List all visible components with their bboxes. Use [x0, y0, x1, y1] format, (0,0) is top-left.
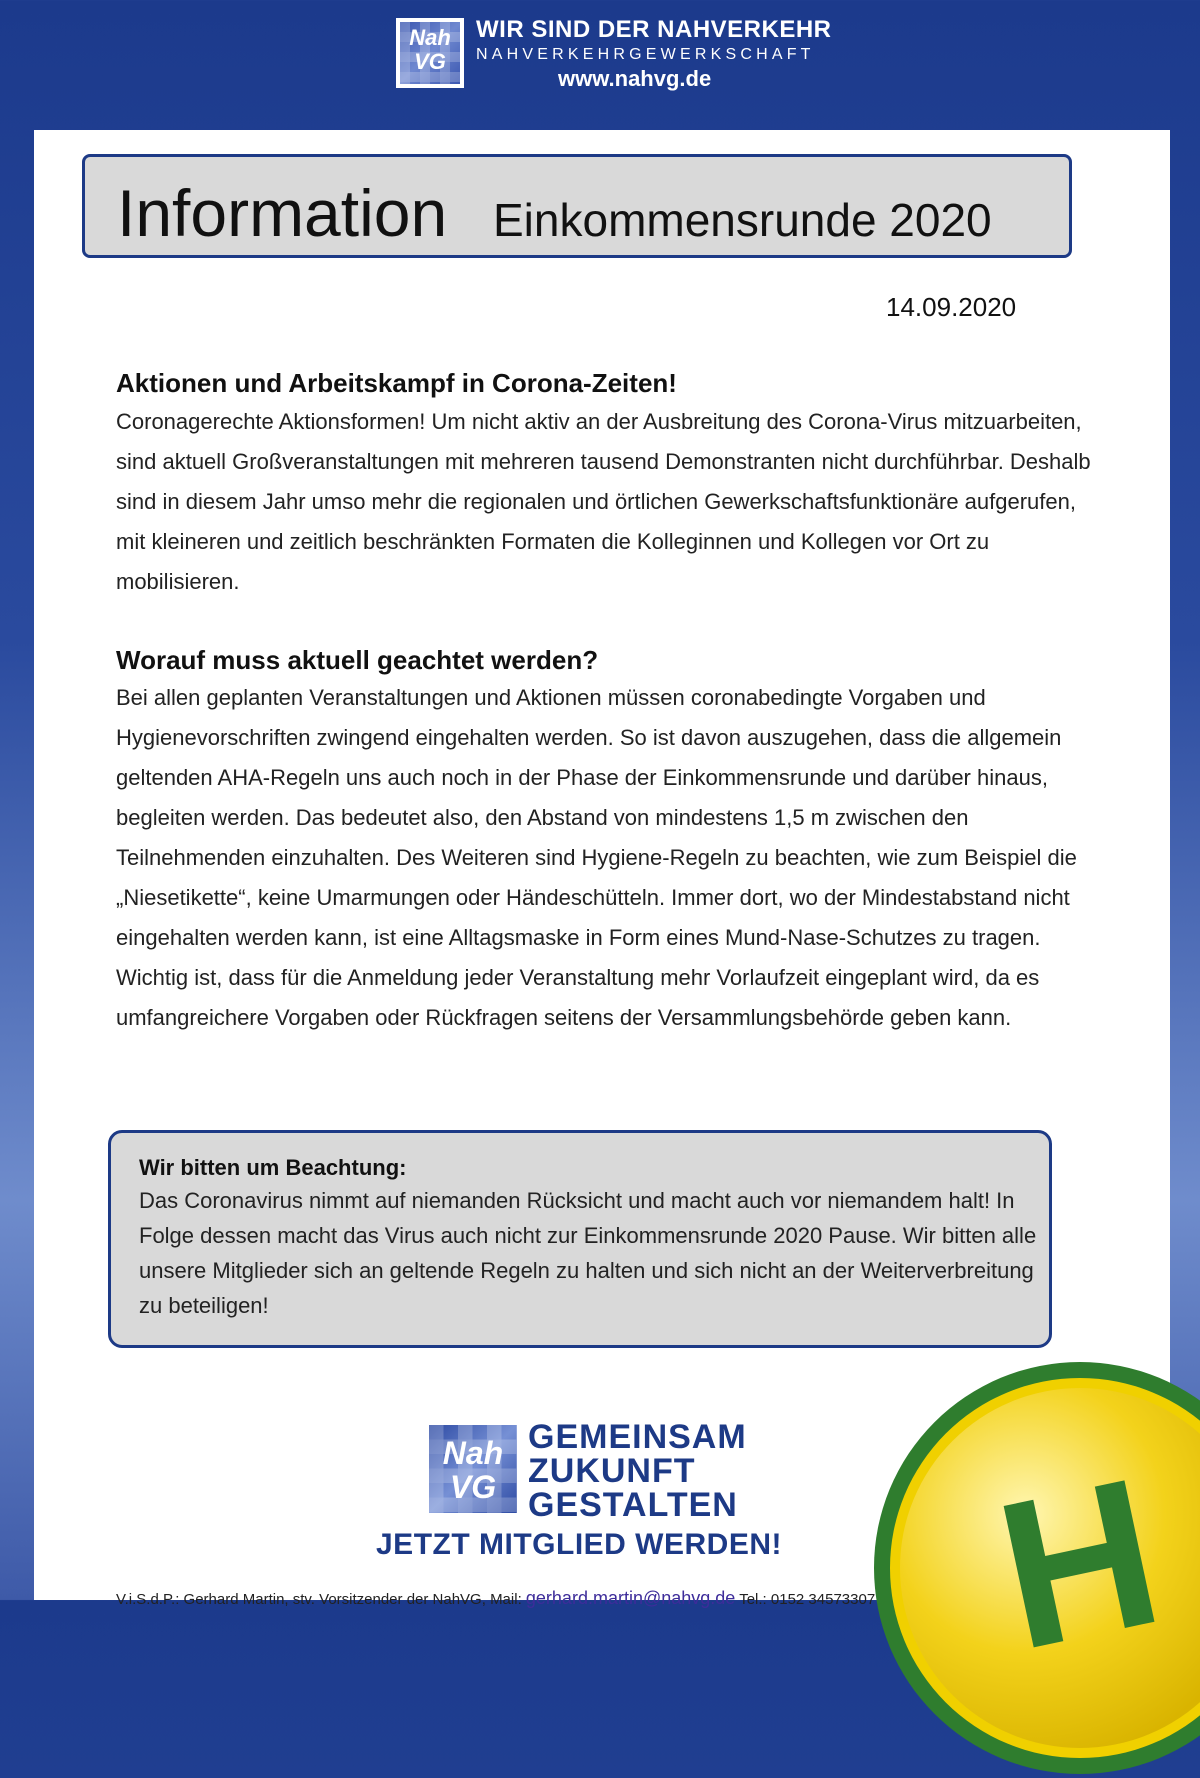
- imprint-prefix: V.i.S.d.P.: Gerhard Martin, stv. Vorsitzender der NahVG, Mail:: [116, 1591, 522, 1608]
- header-subtitle: NAHVERKEHRGEWERKSCHAFT: [476, 46, 815, 63]
- footer-logo: [426, 1422, 520, 1516]
- page-title: Information: [117, 176, 448, 250]
- footer-logo-text: Nah VG: [442, 1435, 504, 1505]
- header-title: WIR SIND DER NAHVERKEHR: [476, 16, 832, 43]
- section-body-actions: Coronagerechte Aktionsformen! Um nicht aktiv an der Ausbreitung des Corona-Virus mitzuarbeiten, sind aktuell Großveranstaltungen mit mehreren tausend Demonstranten nicht durchführbar. Deshalb sind in diesem Jahr umso mehr die regionalen und örtlichen Gewerkschaftsfunktionäre aufgerufen, mit kleineren und zeitlich beschränkten Formaten die Kolleginnen und Kollegen vor Ort zu mobilisieren.: [116, 409, 1091, 594]
- imprint: [116, 1588, 875, 1609]
- section-body-rules: Bei allen geplanten Veranstaltungen und Aktionen müssen coronabedingte Vorgaben und Hygienevorschriften zwingend eingehalten werden. So ist davon auszugehen, dass die allgemein geltenden AHA-Regeln uns auch noch in der Phase der Einkommensrunde und darüber hinaus, begleiten werden. Das bedeutet also, den Abstand von mindestens 1,5 m zwischen den Teilnehmenden einzuhalten. Des Weiteren sind Hygiene-Regeln zu beachten, wie zum Beispiel die „Niesetikette“, keine Umarmungen oder Händeschütteln. Immer dort, wo der Mindestabstand nicht eingehalten werden kann, ist eine Alltagsmaske in Form eines Mund-Nase-Schutzes zu tragen. Wichtig ist, dass für die Anmeldung jeder Veranstaltung mehr Vorlaufzeit eingeplant wird, da es umfangreichere Vorgaben oder Rückfragen seitens der Versammlungsbehörde geben kann.: [116, 685, 1077, 1030]
- document-date: 14.09.2020: [886, 292, 1017, 322]
- section-heading-rules: Worauf muss aktuell geachtet werden?: [116, 645, 599, 675]
- title-box: [82, 154, 1072, 258]
- section-heading-actions: Aktionen und Arbeitskampf in Corona-Zeiten!: [116, 368, 677, 398]
- notice-body: Das Coronavirus nimmt auf niemanden Rücksicht und macht auch vor niemandem halt! In Folge dessen macht das Virus auch nicht zur Einkommensrunde 2020 Pause. Wir bitten alle unsere Mitglieder sich an geltende Regeln zu halten und sich nicht an der Weiterverbreitung zu beteiligen!: [139, 1188, 1037, 1318]
- slogan-line-3: GESTALTEN: [528, 1486, 738, 1524]
- notice-box: [108, 1130, 1052, 1348]
- imprint-mail-link[interactable]: gerhard.martin@nahvg.de: [525, 1588, 736, 1608]
- notice-heading: Wir bitten um Beachtung:: [139, 1155, 407, 1180]
- logo-text: Nah VG: [409, 25, 451, 74]
- slogan-line-2: ZUKUNFT: [528, 1452, 696, 1490]
- nahvg-logo: [396, 18, 464, 88]
- page-header: [0, 0, 1200, 130]
- join-cta[interactable]: JETZT MITGLIED WERDEN!: [376, 1528, 782, 1561]
- bus-sign-letter: H: [980, 1432, 1178, 1695]
- bus-stop-sign-icon: [870, 1358, 1200, 1778]
- page-subtitle: Einkommensrunde 2020: [493, 194, 992, 246]
- header-url[interactable]: www.nahvg.de: [558, 66, 712, 91]
- imprint-tel: Tel.: 0152 34573307: [739, 1591, 876, 1608]
- slogan-line-1: GEMEINSAM: [528, 1418, 747, 1456]
